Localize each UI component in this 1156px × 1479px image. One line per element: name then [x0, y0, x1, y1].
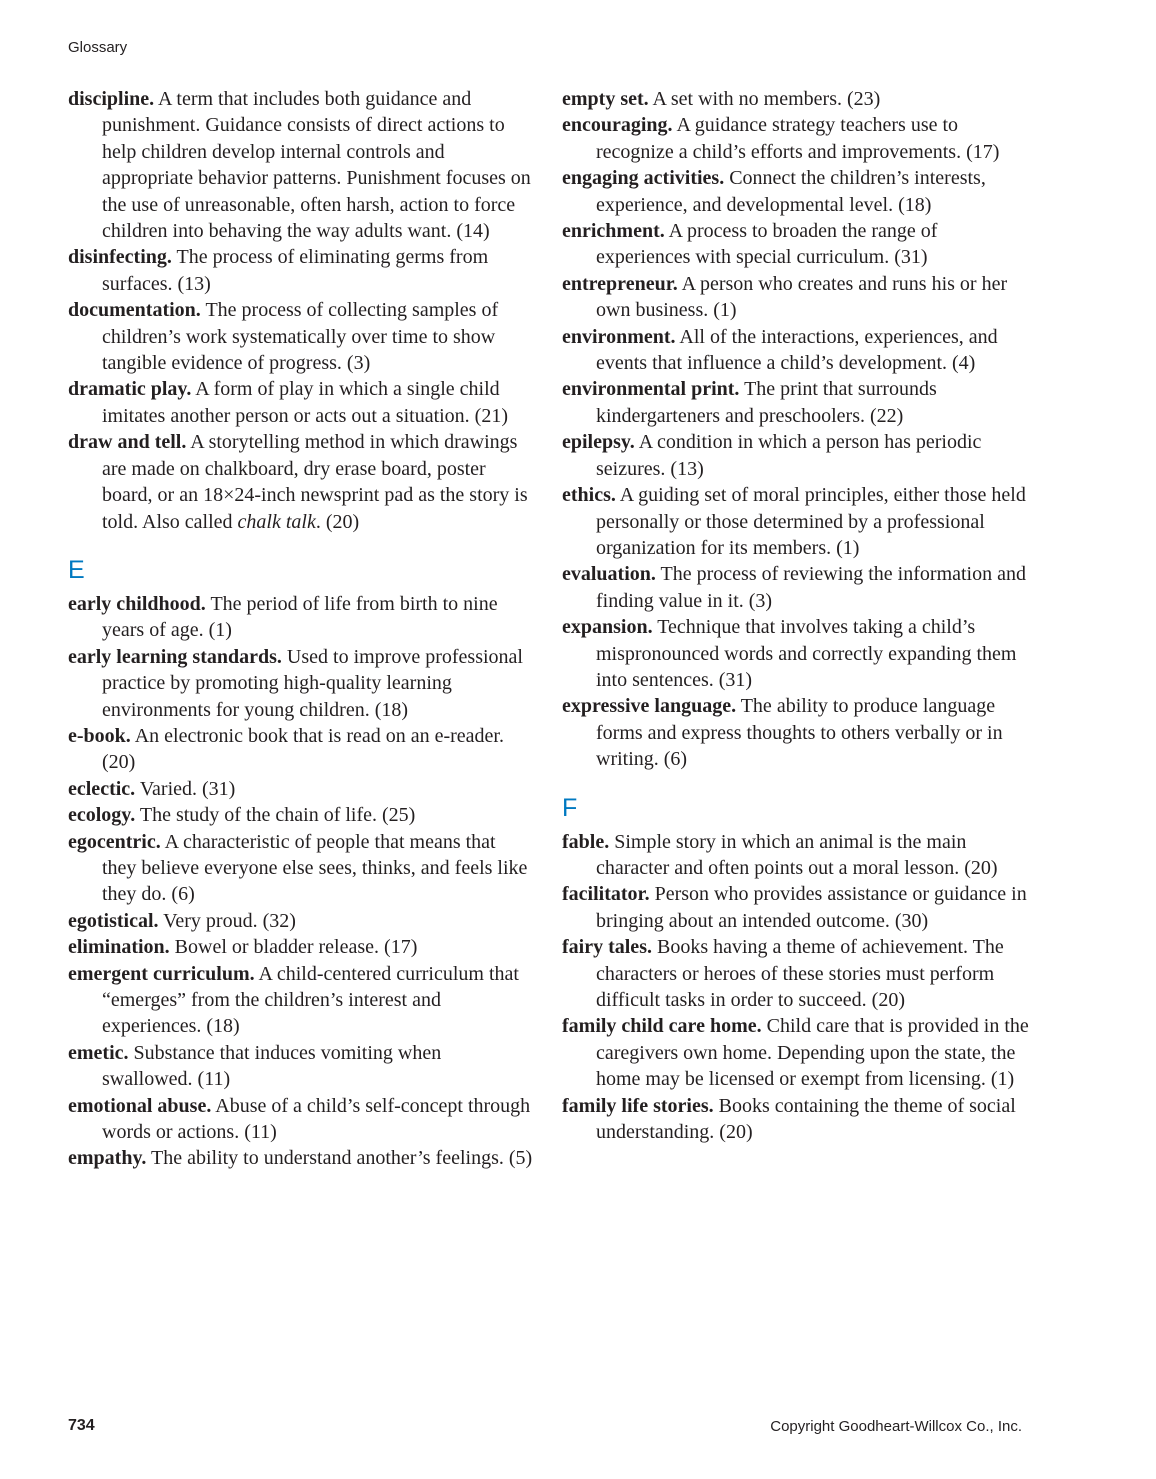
- glossary-entry: [68, 961, 533, 1040]
- glossary-definition: A set with no members. (23): [652, 88, 881, 110]
- glossary-definition: The process of collecting samples of children’s work systematically over time to show tangible evidence of progress. (3): [102, 299, 499, 375]
- glossary-entry: [562, 429, 1032, 482]
- glossary-entry: [562, 934, 1032, 1013]
- glossary-term: empathy.: [68, 1147, 147, 1170]
- glossary-definition: A child-centered curriculum that “emerges” from the children’s interest and experiences. (18): [102, 962, 519, 1038]
- glossary-entry: [562, 829, 1032, 882]
- glossary-definition: A term that includes both guidance and punishment. Guidance consists of direct actions to help children develop internal controls and appropriate behavior patterns. Punishment focuses on the use of unreasonable, often harsh, action to force children into behaving the way adults want. (14): [102, 88, 531, 243]
- glossary-column-left: [68, 86, 533, 1172]
- glossary-term: facilitator.: [562, 883, 650, 906]
- glossary-term: enrichment.: [562, 220, 665, 243]
- glossary-definition: The ability to produce language forms and express thoughts to others verbally or in writing. (6): [596, 695, 1003, 771]
- copyright-notice: Copyright Goodheart-Willcox Co., Inc.: [770, 1418, 1022, 1435]
- glossary-definition: Technique that involves taking a child’s mispronounced words and correctly expanding them into sentences. (31): [596, 616, 1017, 691]
- glossary-definition: A guidance strategy teachers use to recognize a child’s efforts and improvements. (17): [596, 114, 1000, 163]
- glossary-term: discipline.: [68, 88, 155, 110]
- glossary-term: family life stories.: [562, 1094, 714, 1117]
- glossary-entry: [68, 1093, 533, 1146]
- glossary-entry: [562, 218, 1032, 271]
- glossary-entry: [68, 829, 533, 908]
- glossary-definition: The print that surrounds kindergarteners and preschoolers. (22): [596, 378, 937, 427]
- glossary-definition: Bowel or bladder release. (17): [174, 936, 418, 959]
- glossary-entry: [562, 324, 1032, 377]
- glossary-definition: The ability to understand another’s feelings. (5): [150, 1147, 533, 1170]
- glossary-definition: Child care that is provided in the caregivers own home. Depending upon the state, the home may be licensed or exempt from licensing. (1): [596, 1015, 1029, 1091]
- glossary-term: epilepsy.: [562, 431, 635, 454]
- glossary-definition: Varied. (31): [139, 777, 236, 800]
- glossary-entry: [68, 429, 533, 535]
- glossary-definition: An electronic book that is read on an e-reader. (20): [102, 724, 504, 774]
- glossary-entry: [562, 271, 1032, 324]
- glossary-definition: The process of reviewing the information and finding value in it. (3): [596, 563, 1026, 612]
- glossary-definition: Very proud. (32): [163, 909, 296, 932]
- glossary-entry: [562, 561, 1032, 614]
- glossary-definition: A storytelling method in which drawings are made on chalkboard, dry erase board, poster board, or an 18×24-inch newsprint pad as the story is told. Also called: [102, 431, 528, 533]
- glossary-definition: Abuse of a child’s self-concept through words or actions. (11): [102, 1094, 531, 1144]
- glossary-entry: [68, 376, 533, 429]
- glossary-term: disinfecting.: [68, 246, 172, 269]
- glossary-entry: [562, 1013, 1032, 1092]
- glossary-definition: A person who creates and runs his or her own business. (1): [596, 272, 1008, 322]
- glossary-term: engaging activities.: [562, 167, 725, 190]
- glossary-entry: [68, 776, 533, 802]
- glossary-term: early learning standards.: [68, 645, 282, 668]
- glossary-term: fable.: [562, 830, 610, 853]
- section-letter-f: F: [562, 793, 578, 822]
- glossary-term: eclectic.: [68, 777, 136, 800]
- glossary-entry: [562, 376, 1032, 429]
- glossary-entry: [68, 934, 533, 960]
- glossary-entry: [68, 1040, 533, 1093]
- glossary-term: egocentric.: [68, 830, 161, 853]
- glossary-entry: [562, 693, 1032, 772]
- glossary-term: dramatic play.: [68, 378, 192, 401]
- glossary-entry: [562, 165, 1032, 218]
- glossary-entry: [68, 244, 533, 297]
- glossary-definition: Used to improve professional practice by promoting high-quality learning environments for young children. (18): [102, 645, 523, 721]
- glossary-entry: [68, 297, 533, 376]
- glossary-term: emotional abuse.: [68, 1094, 212, 1117]
- glossary-term: ethics.: [562, 484, 616, 507]
- glossary-term: fairy tales.: [562, 936, 652, 959]
- glossary-entry: [562, 614, 1032, 693]
- glossary-definition-italic: chalk talk: [237, 510, 316, 533]
- glossary-term: elimination.: [68, 936, 170, 959]
- glossary-definition: A form of play in which a single child imitates another person or acts out a situation. (21): [102, 378, 509, 427]
- glossary-term: evaluation.: [562, 563, 656, 586]
- glossary-definition: Books containing the theme of social understanding. (20): [596, 1094, 1016, 1144]
- glossary-definition: A guiding set of moral principles, either those held personally or those determined by a professional organization for its members. (1): [596, 484, 1026, 559]
- glossary-entry: [68, 723, 533, 776]
- glossary-term: emergent curriculum.: [68, 962, 255, 985]
- glossary-definition: Substance that induces vomiting when swallowed. (11): [102, 1041, 442, 1091]
- glossary-entry: [562, 112, 1032, 165]
- glossary-term: documentation.: [68, 299, 201, 322]
- glossary-term: ecology.: [68, 804, 136, 827]
- glossary-definition: All of the interactions, experiences, and events that influence a child’s development. (4): [596, 325, 998, 375]
- glossary-term: entrepreneur.: [562, 272, 678, 295]
- glossary-term: egotistical.: [68, 909, 159, 932]
- glossary-entry: [68, 644, 533, 723]
- glossary-entry: [68, 1145, 533, 1171]
- glossary-term: draw and tell.: [68, 431, 187, 454]
- glossary-term: expansion.: [562, 616, 653, 639]
- glossary-term: encouraging.: [562, 114, 673, 137]
- glossary-term: environmental print.: [562, 378, 740, 401]
- running-head: Glossary: [68, 39, 128, 56]
- glossary-term: environment.: [562, 325, 676, 348]
- page-number: 734: [68, 1417, 95, 1434]
- glossary-entry: [68, 802, 533, 828]
- glossary-definition: Person who provides assistance or guidance in bringing about an intended outcome. (30): [596, 883, 1027, 932]
- glossary-column-right: [562, 86, 1032, 1145]
- glossary-entry: [68, 591, 533, 644]
- glossary-entry: [562, 86, 1032, 112]
- glossary-entry: [68, 86, 533, 244]
- glossary-entry: [562, 881, 1032, 934]
- glossary-definition: Connect the children’s interests, experience, and developmental level. (18): [596, 167, 986, 216]
- glossary-term: expressive language.: [562, 695, 737, 718]
- glossary-definition: A process to broaden the range of experiences with special curriculum. (31): [596, 220, 938, 269]
- glossary-definition: A characteristic of people that means that they believe everyone else sees, thinks, and feels like they do. (6): [102, 830, 528, 906]
- glossary-definition: A condition in which a person has periodic seizures. (13): [596, 431, 982, 480]
- glossary-term: empty set.: [562, 88, 649, 110]
- glossary-definition: The study of the chain of life. (25): [139, 804, 416, 827]
- glossary-definition: Books having a theme of achievement. The characters or heroes of these stories must perform difficult tasks in order to succeed. (20): [596, 936, 1004, 1011]
- glossary-definition-end: . (20): [315, 510, 360, 533]
- glossary-definition: Simple story in which an animal is the main character and often points out a moral lesson. (20): [596, 830, 998, 879]
- section-letter-e: E: [68, 555, 85, 584]
- glossary-definition: The process of eliminating germs from surfaces. (13): [102, 246, 489, 295]
- glossary-entry: [562, 482, 1032, 561]
- glossary-term: early childhood.: [68, 592, 206, 615]
- glossary-term: e-book.: [68, 724, 131, 747]
- glossary-entry: [68, 908, 533, 934]
- glossary-term: emetic.: [68, 1041, 129, 1064]
- glossary-definition: The period of life from birth to nine years of age. (1): [102, 592, 498, 642]
- glossary-term: family child care home.: [562, 1015, 762, 1038]
- glossary-entry: [562, 1093, 1032, 1146]
